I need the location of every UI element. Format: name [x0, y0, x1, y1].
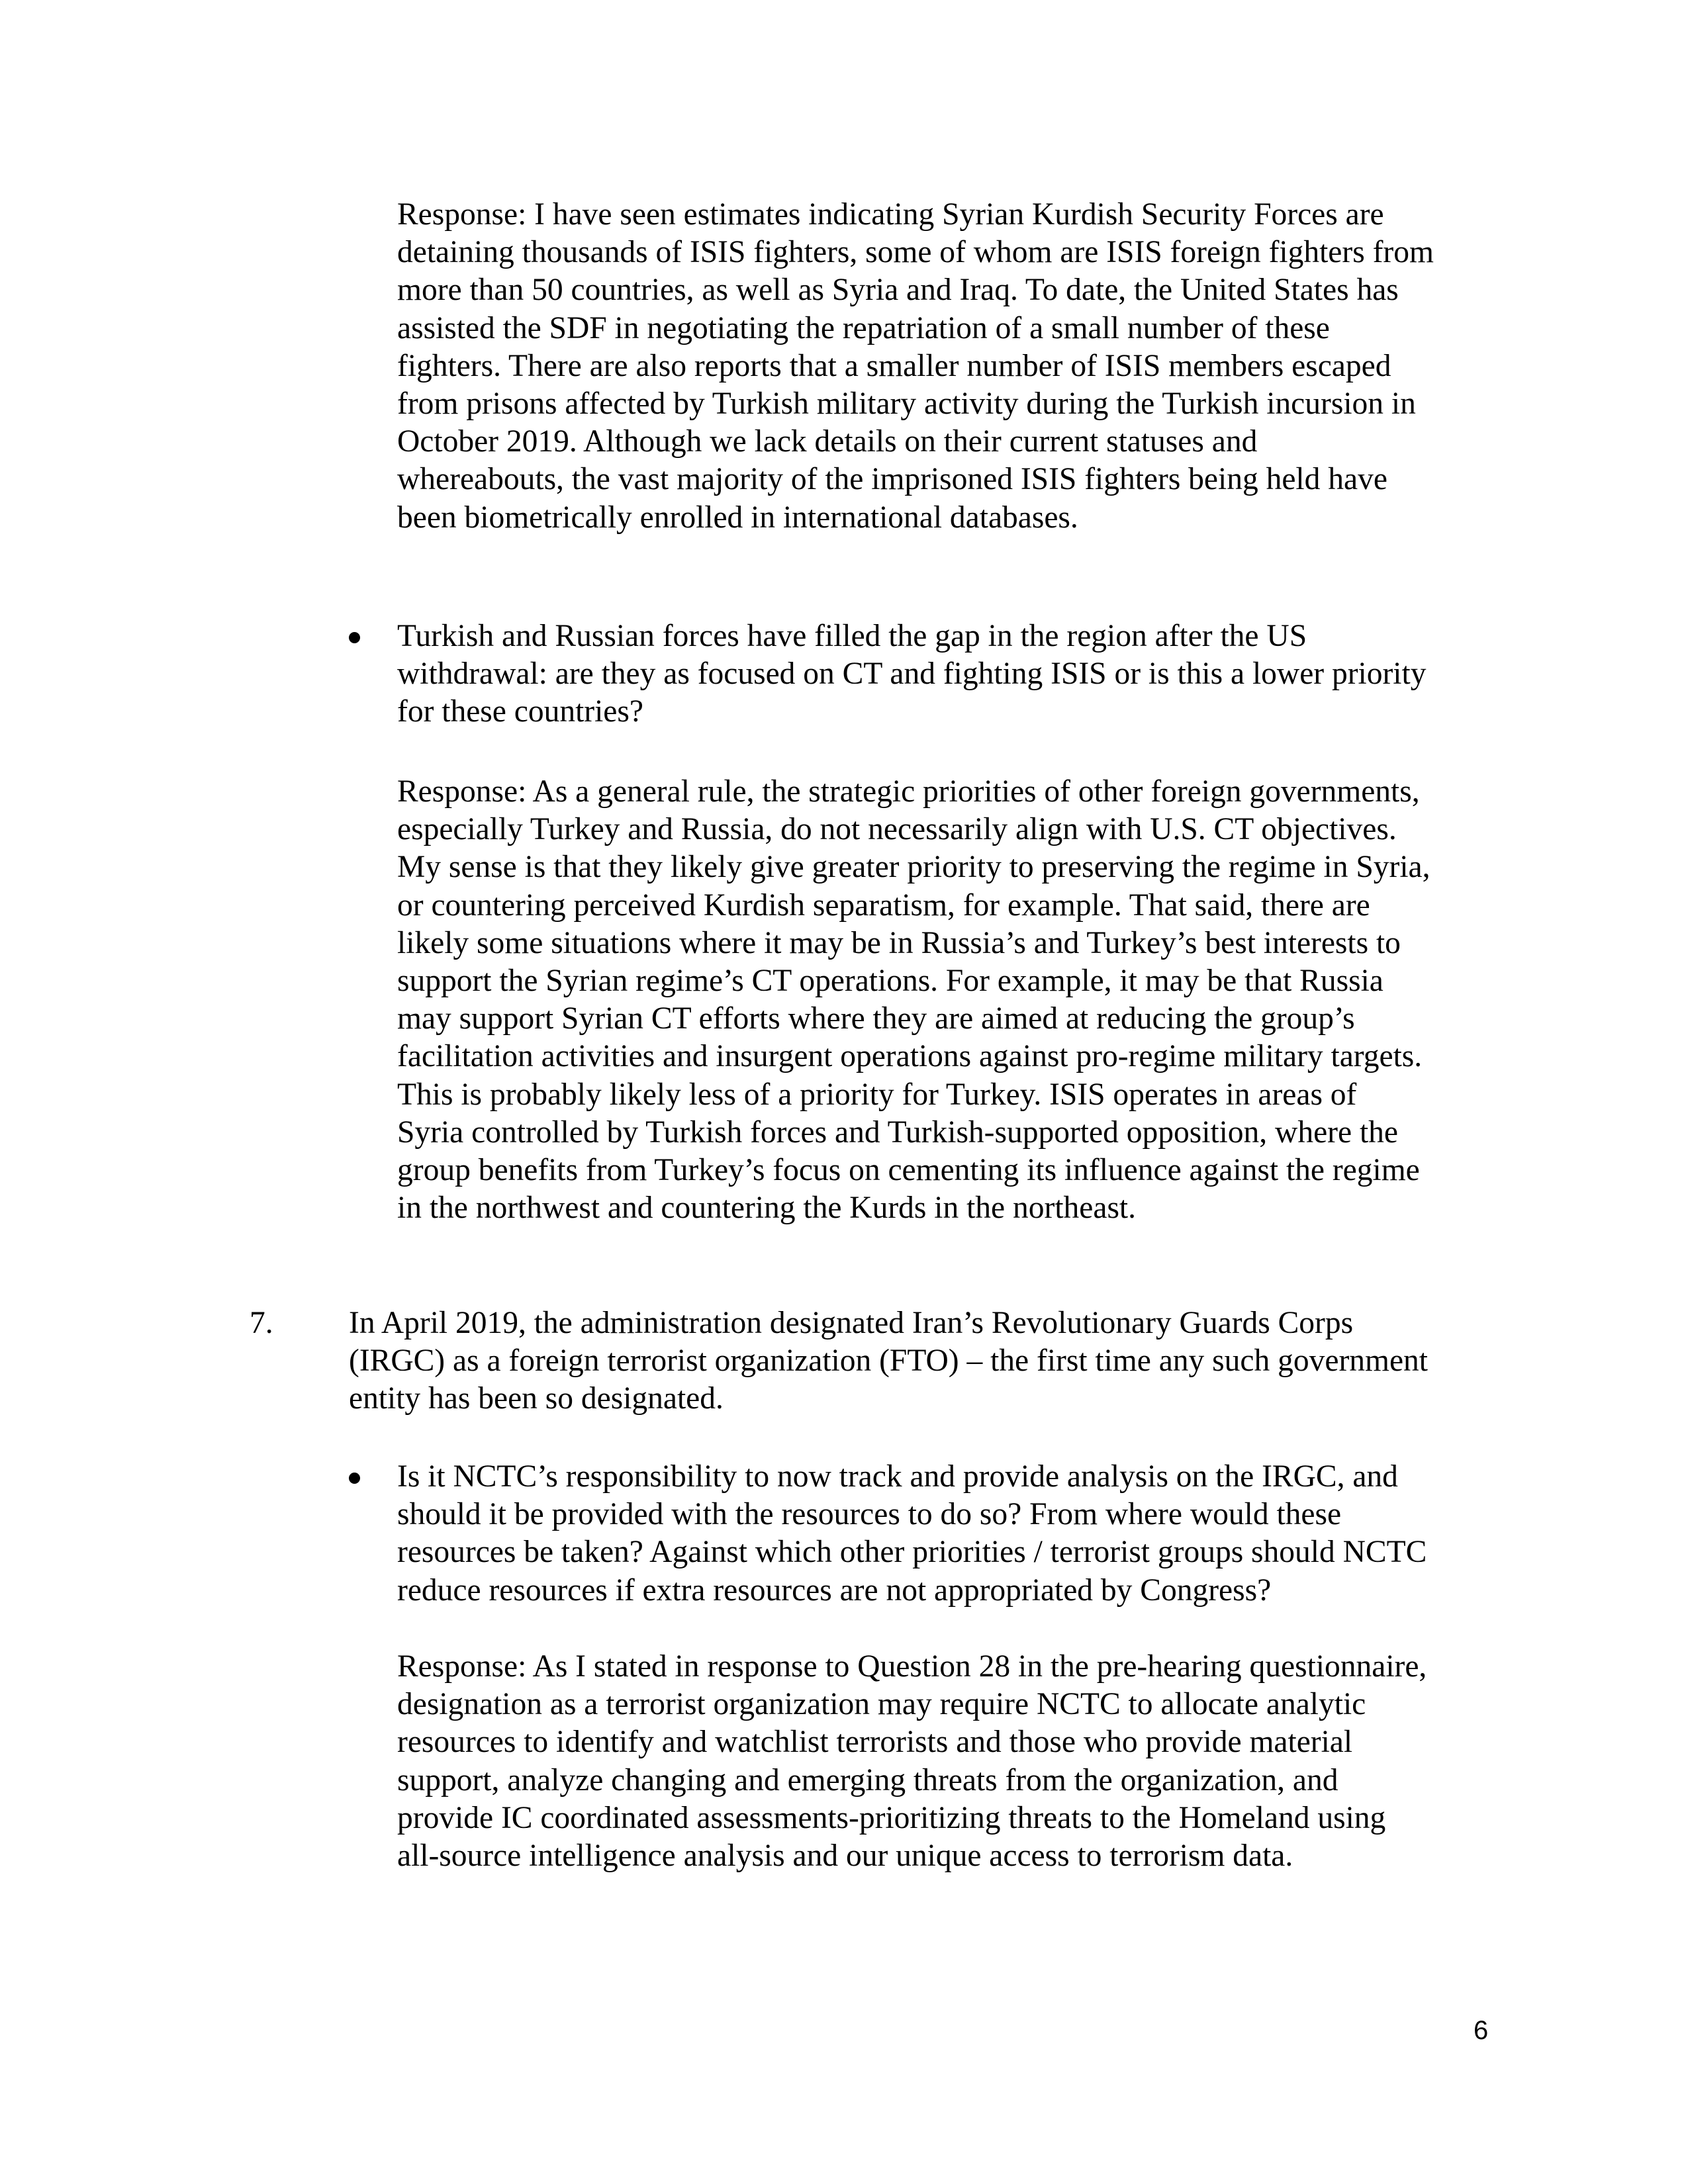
text-line: all-source intelligence analysis and our unique access to terrorism data.	[397, 1839, 1293, 1874]
question-number: 7.	[250, 1306, 273, 1340]
text-line: This is probably likely less of a priority for Turkey. ISIS operates in areas of	[397, 1077, 1357, 1112]
text-line: or countering perceived Kurdish separatism, for example. That said, there are	[397, 887, 1370, 923]
text-line: designation as a terrorist organization may require NCTC to allocate analytic	[397, 1687, 1366, 1722]
text-line: resources be taken? Against which other priorities / terrorist groups should NCTC	[397, 1535, 1427, 1570]
text-line: especially Turkey and Russia, do not necessarily align with U.S. CT objectives.	[397, 812, 1397, 847]
text-line: provide IC coordinated assessments-prioritizing threats to the Homeland using	[397, 1800, 1386, 1835]
text-line: should it be provided with the resources to do so? From where would these	[397, 1497, 1342, 1532]
text-line: group benefits from Turkey’s focus on cementing its influence against the regime	[397, 1153, 1420, 1188]
text-line: assisted the SDF in negotiating the repatriation of a small number of these	[397, 310, 1330, 345]
text-line: for these countries?	[397, 694, 643, 729]
text-line: Response: As a general rule, the strategic priorities of other foreign governments,	[397, 774, 1420, 809]
text-line: entity has been so designated.	[349, 1381, 724, 1416]
bullet-icon	[349, 1473, 360, 1484]
text-line: Response: As I stated in response to Question 28 in the pre-hearing questionnaire,	[397, 1649, 1427, 1684]
text-line: detaining thousands of ISIS fighters, some of whom are ISIS foreign fighters from	[397, 235, 1434, 270]
text-line: been biometrically enrolled in international databases.	[397, 500, 1078, 535]
page-number: 6	[1474, 2016, 1489, 2045]
text-line: (IRGC) as a foreign terrorist organization (FTO) – the first time any such government	[349, 1343, 1428, 1379]
question-7-irgc-designation	[349, 1304, 1428, 1418]
text-line: Is it NCTC’s responsibility to now track and provide analysis on the IRGC, and	[397, 1459, 1398, 1494]
text-line: My sense is that they likely give greater priority to preserving the regime in Syria,	[397, 850, 1430, 885]
text-line: support, analyze changing and emerging threats from the organization, and	[397, 1762, 1338, 1797]
text-line: Response: I have seen estimates indicating Syrian Kurdish Security Forces are	[397, 197, 1384, 232]
text-line: resources to identify and watchlist terrorists and those who provide material	[397, 1725, 1353, 1760]
text-line: more than 50 countries, as well as Syria and Iraq. To date, the United States has	[397, 273, 1399, 308]
text-line: Turkish and Russian forces have filled the gap in the region after the US	[397, 619, 1307, 653]
bullet-question-nctc-resources	[397, 1458, 1427, 1610]
text-line: Syria controlled by Turkish forces and Turkish-supported opposition, where the	[397, 1115, 1398, 1150]
response-paragraph-turkey-russia	[397, 773, 1430, 1227]
text-line: from prisons affected by Turkish military activity during the Turkish incursion in	[397, 387, 1416, 422]
text-line: may support Syrian CT efforts where they are aimed at reducing the group’s	[397, 1001, 1355, 1036]
text-line: withdrawal: are they as focused on CT and fighting ISIS or is this a lower priority	[397, 657, 1427, 692]
text-line: in the northwest and countering the Kurds in the northeast.	[397, 1191, 1136, 1226]
bullet-icon	[349, 632, 360, 643]
response-paragraph-isis-detainees	[397, 196, 1434, 537]
text-line: whereabouts, the vast majority of the imprisoned ISIS fighters being held have	[397, 462, 1387, 497]
text-line: facilitation activities and insurgent operations against pro-regime military targets.	[397, 1039, 1423, 1074]
text-line: fighters. There are also reports that a smaller number of ISIS members escaped	[397, 348, 1391, 383]
text-line: likely some situations where it may be in Russia’s and Turkey’s best interests to	[397, 925, 1401, 960]
text-line: support the Syrian regime’s CT operations. For example, it may be that Russia	[397, 964, 1383, 999]
response-paragraph-nctc-resources	[397, 1648, 1427, 1875]
text-line: reduce resources if extra resources are not appropriated by Congress?	[397, 1572, 1272, 1608]
text-line: October 2019. Although we lack details on their current statuses and	[397, 424, 1258, 459]
bullet-question-turkey-russia	[397, 617, 1426, 731]
text-line: In April 2019, the administration designated Iran’s Revolutionary Guards Corps	[349, 1306, 1354, 1340]
